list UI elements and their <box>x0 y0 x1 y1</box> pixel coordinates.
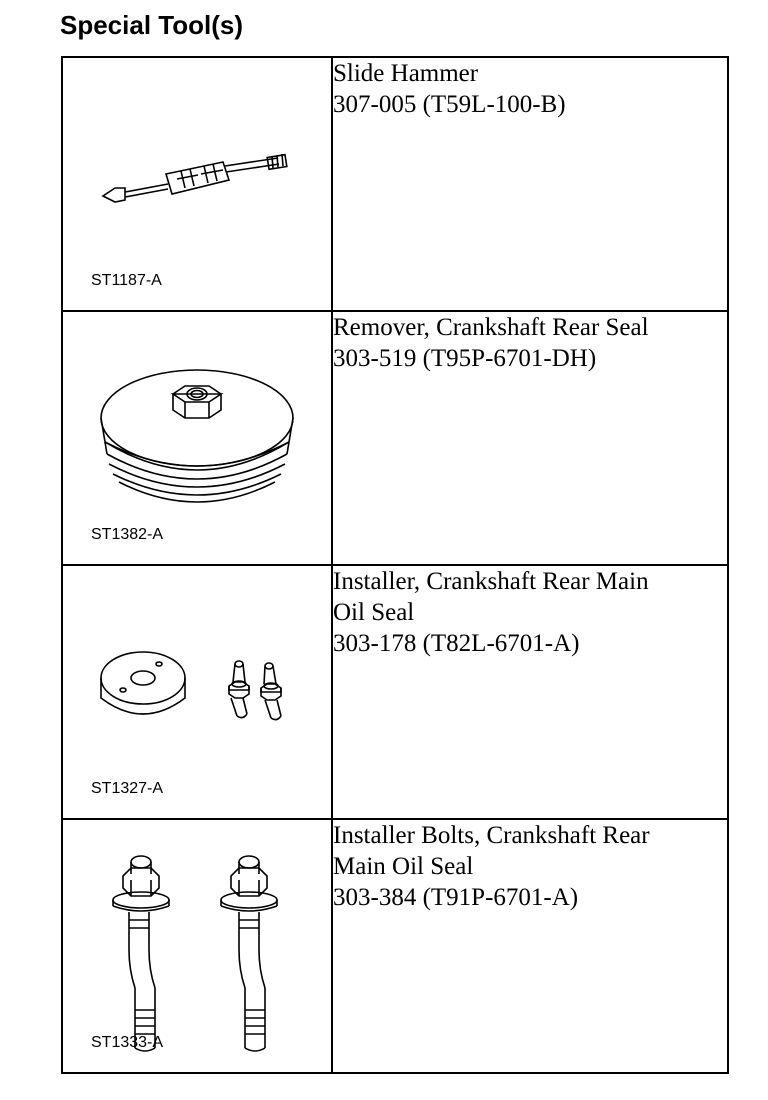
tool-name: Installer, Crankshaft Rear Main Oil Seal <box>333 568 649 626</box>
tool-description-cell <box>332 311 728 565</box>
tool-description-cell <box>332 57 728 311</box>
table-row <box>62 819 728 1073</box>
tool-number: 303-178 (T82L-6701-A) <box>333 630 580 657</box>
tool-code: ST1187-A <box>91 272 162 289</box>
tool-image-cell <box>62 57 332 311</box>
tool-number: 303-384 (T91P-6701-A) <box>333 884 579 911</box>
tool-name: Slide Hammer <box>333 60 479 87</box>
tool-image-cell <box>62 819 332 1073</box>
page-title: Special Tool(s) <box>60 10 243 40</box>
tool-code: ST1333-A <box>91 1034 164 1051</box>
tool-image-cell <box>62 311 332 565</box>
tool-number: 307-005 (T59L-100-B) <box>333 91 566 118</box>
tool-code: ST1382-A <box>91 526 164 543</box>
tool-number: 303-519 (T95P-6701-DH) <box>333 345 597 372</box>
tool-description-cell <box>332 565 728 819</box>
tool-code: ST1327-A <box>91 780 164 797</box>
table-row <box>62 57 728 311</box>
special-tools-table <box>61 56 729 1074</box>
tool-name: Remover, Crankshaft Rear Seal <box>333 314 649 341</box>
tool-name: Installer Bolts, Crankshaft Rear Main Oil Seal <box>333 822 650 880</box>
table-row <box>62 311 728 565</box>
tool-description-cell <box>332 819 728 1073</box>
tool-image-cell <box>62 565 332 819</box>
table-row <box>62 565 728 819</box>
